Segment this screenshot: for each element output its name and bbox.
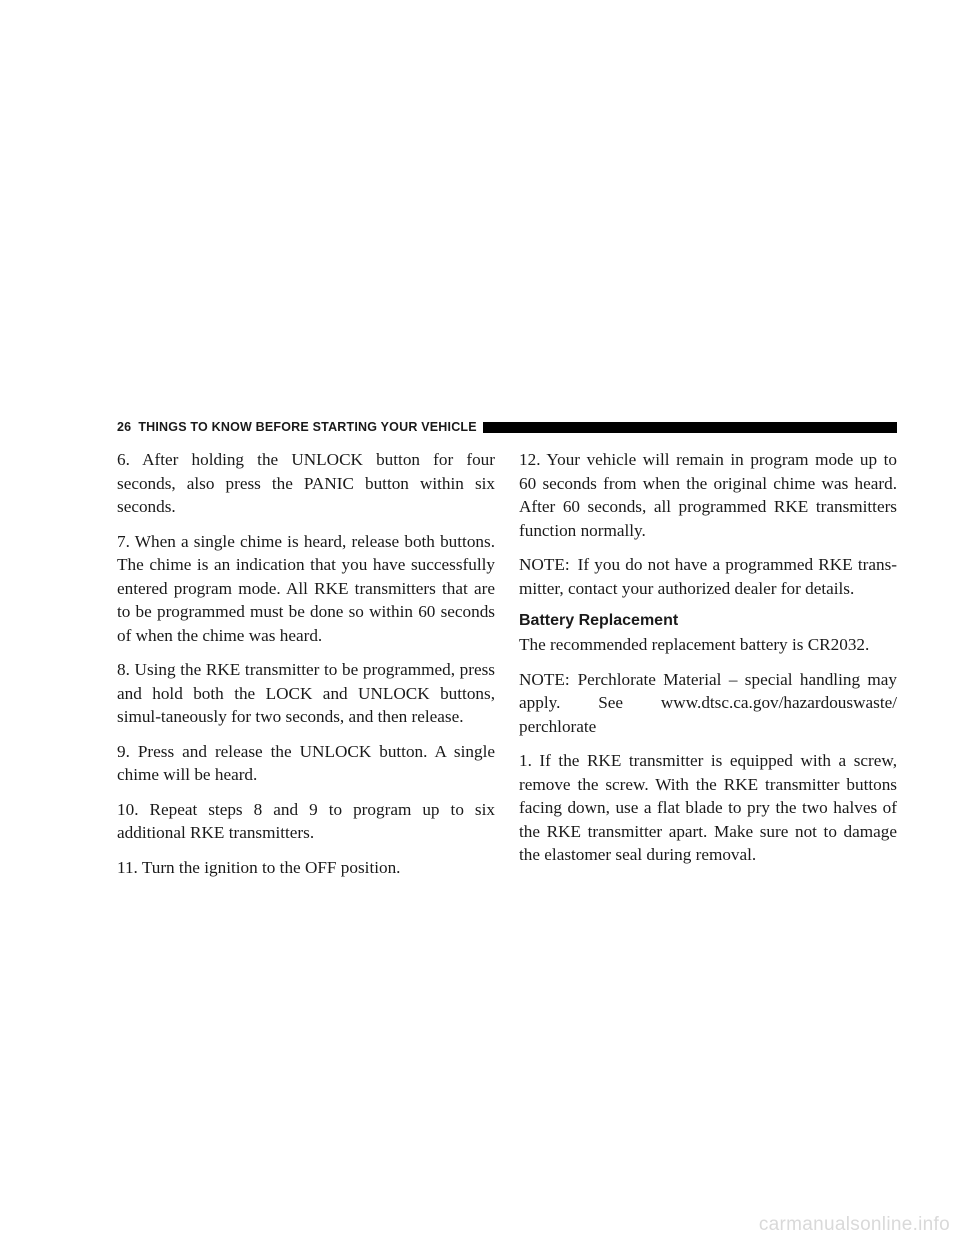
note-perchlorate	[519, 668, 897, 739]
note-label: NOTE:	[519, 555, 570, 574]
step-12: 12. Your vehicle will remain in program mode up to 60 seconds from when the original chime was heard. After 60 seconds, all programmed RKE transmitters function normally.	[519, 450, 897, 540]
right-column	[519, 448, 897, 878]
step-11: 11. Turn the ignition to the OFF position.	[117, 857, 401, 877]
section-title: THINGS TO KNOW BEFORE STARTING YOUR VEHICLE	[138, 420, 477, 434]
battery-recommendation: The recommended replacement battery is CR2032.	[519, 635, 870, 654]
note-text: Perchlorate Material – special handling may apply. See www.dtsc.ca.gov/hazardouswaste/ perchlorate	[519, 669, 897, 736]
note-text: If you do not have a programmed RKE trans-mitter, contact your authorized dealer for details.	[519, 555, 897, 598]
step-8: 8. Using the RKE transmitter to be programmed, press and hold both the LOCK and UNLOCK buttons, simul-taneously for two seconds, and then release.	[117, 660, 495, 726]
header-rule	[483, 422, 897, 433]
step-9: 9. Press and release the UNLOCK button. A single chime will be heard.	[117, 741, 495, 784]
step-7: 7. When a single chime is heard, release both buttons. The chime is an indication that you have successfully entered program mode. All RKE transmitters that are to be programmed must be done so within 60 seconds of when the chime was heard.	[117, 531, 495, 645]
page-number: 26	[117, 420, 132, 434]
battery-step-1: 1. If the RKE transmitter is equipped with a screw, remove the screw. With the RKE transmitter buttons facing down, use a flat blade to pry the two halves of the RKE transmitter apart. Make sure not to damage the elastomer seal during removal.	[519, 751, 897, 864]
note-programmed-transmitter	[519, 553, 897, 600]
left-column	[117, 448, 495, 890]
watermark: carmanualsonline.info	[758, 1214, 950, 1235]
step-6: 6. After holding the UNLOCK button for four seconds, also press the PANIC button within six seconds.	[117, 450, 495, 516]
note-label: NOTE:	[519, 669, 570, 689]
battery-replacement-heading: Battery Replacement	[519, 612, 679, 629]
step-10: 10. Repeat steps 8 and 9 to program up to six additional RKE transmitters.	[117, 799, 495, 842]
page-header	[117, 420, 897, 434]
